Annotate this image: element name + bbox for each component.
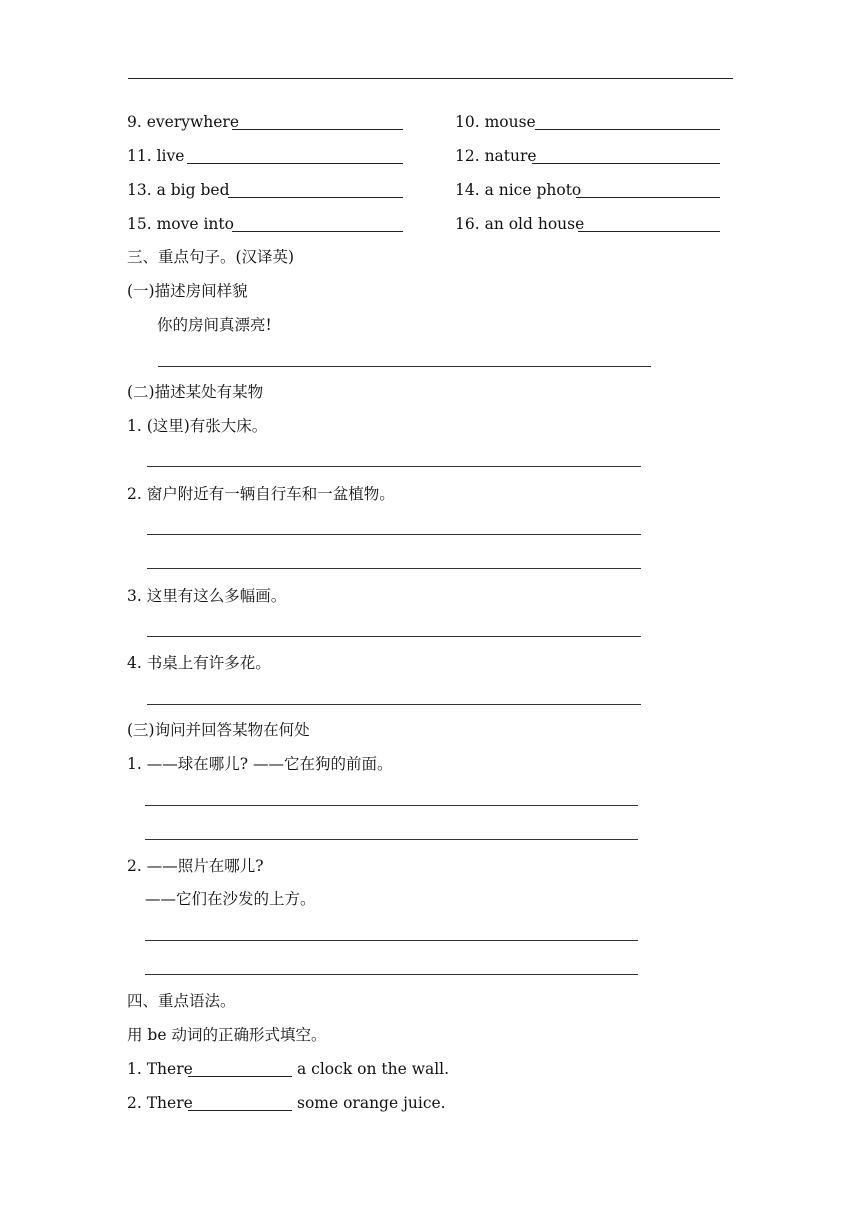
prompt-sentence xyxy=(0,314,860,336)
section4-title: 四、重点语法。 xyxy=(127,992,236,1010)
part1-heading: (一)描述房间样貌 xyxy=(127,282,248,300)
answer-line[interactable] xyxy=(145,839,638,840)
part3-heading: (三)询问并回答某物在何处 xyxy=(127,721,310,739)
answer-line[interactable] xyxy=(145,805,638,806)
vocab-answer-blank-10[interactable] xyxy=(535,111,720,130)
q1-answer-blank[interactable] xyxy=(188,1058,292,1077)
q2-answer-blank[interactable] xyxy=(188,1092,292,1111)
answer-line[interactable] xyxy=(158,366,651,367)
vocab-answer-blank-9[interactable] xyxy=(232,111,403,130)
vocab-row xyxy=(0,111,860,133)
part2-item-3: 3. 这里有这么多幅画。 xyxy=(127,587,287,605)
grammar-question xyxy=(0,1092,860,1114)
subsection-heading xyxy=(0,280,860,302)
vocab-answer-blank-14[interactable] xyxy=(576,179,720,198)
answer-line[interactable] xyxy=(147,534,641,535)
q1-text-before: 1. There xyxy=(127,1060,193,1078)
part1-item: 你的房间真漂亮! xyxy=(157,316,272,334)
part2-item-4: 4. 书桌上有许多花。 xyxy=(127,654,271,672)
instruction xyxy=(0,1024,860,1046)
vocab-row xyxy=(0,179,860,201)
vocab-answer-blank-13[interactable] xyxy=(228,179,403,198)
answer-line[interactable] xyxy=(145,940,638,941)
vocab-item-9: 9. everywhere xyxy=(127,113,239,131)
vocab-item-10: 10. mouse xyxy=(455,113,536,131)
subsection-heading xyxy=(0,719,860,741)
vocab-row xyxy=(0,213,860,235)
q2-text-before: 2. There xyxy=(127,1094,193,1112)
part2-heading: (二)描述某处有某物 xyxy=(127,383,264,401)
vocab-item-16: 16. an old house xyxy=(455,215,585,233)
prompt-sentence xyxy=(0,415,860,437)
grammar-question xyxy=(0,1058,860,1080)
vocab-answer-blank-12[interactable] xyxy=(532,145,720,164)
vocab-answer-blank-16[interactable] xyxy=(578,213,720,232)
prompt-sentence xyxy=(0,888,860,910)
section4-instruction: 用 be 动词的正确形式填空。 xyxy=(127,1026,327,1044)
vocab-item-12: 12. nature xyxy=(455,147,537,165)
answer-line[interactable] xyxy=(147,704,641,705)
vocab-item-11: 11. live xyxy=(127,147,185,165)
section3-title: 三、重点句子。(汉译英) xyxy=(127,248,295,266)
subsection-heading xyxy=(0,381,860,403)
prompt-sentence xyxy=(0,855,860,877)
vocab-item-14: 14. a nice photo xyxy=(455,181,582,199)
section-title xyxy=(0,990,860,1012)
header-rule xyxy=(128,78,733,79)
vocab-item-15: 15. move into xyxy=(127,215,234,233)
answer-line[interactable] xyxy=(145,974,638,975)
prompt-sentence xyxy=(0,652,860,674)
vocab-answer-blank-15[interactable] xyxy=(232,213,403,232)
answer-line[interactable] xyxy=(147,466,641,467)
prompt-sentence xyxy=(0,483,860,505)
part3-item-1: 1. ——球在哪儿? ——它在狗的前面。 xyxy=(127,755,393,773)
part2-item-1: 1. (这里)有张大床。 xyxy=(127,417,268,435)
part2-item-2: 2. 窗户附近有一辆自行车和一盆植物。 xyxy=(127,485,395,503)
q1-text-after: a clock on the wall. xyxy=(297,1060,450,1078)
section-title xyxy=(0,246,860,268)
prompt-sentence xyxy=(0,753,860,775)
part3-item-2-answer: ——它们在沙发的上方。 xyxy=(145,890,316,908)
q2-text-after: some orange juice. xyxy=(297,1094,446,1112)
prompt-sentence xyxy=(0,585,860,607)
vocab-answer-blank-11[interactable] xyxy=(187,145,403,164)
vocab-row xyxy=(0,145,860,167)
part3-item-2-question: 2. ——照片在哪儿? xyxy=(127,857,264,875)
answer-line[interactable] xyxy=(147,568,641,569)
answer-line[interactable] xyxy=(147,636,641,637)
vocab-item-13: 13. a big bed xyxy=(127,181,230,199)
